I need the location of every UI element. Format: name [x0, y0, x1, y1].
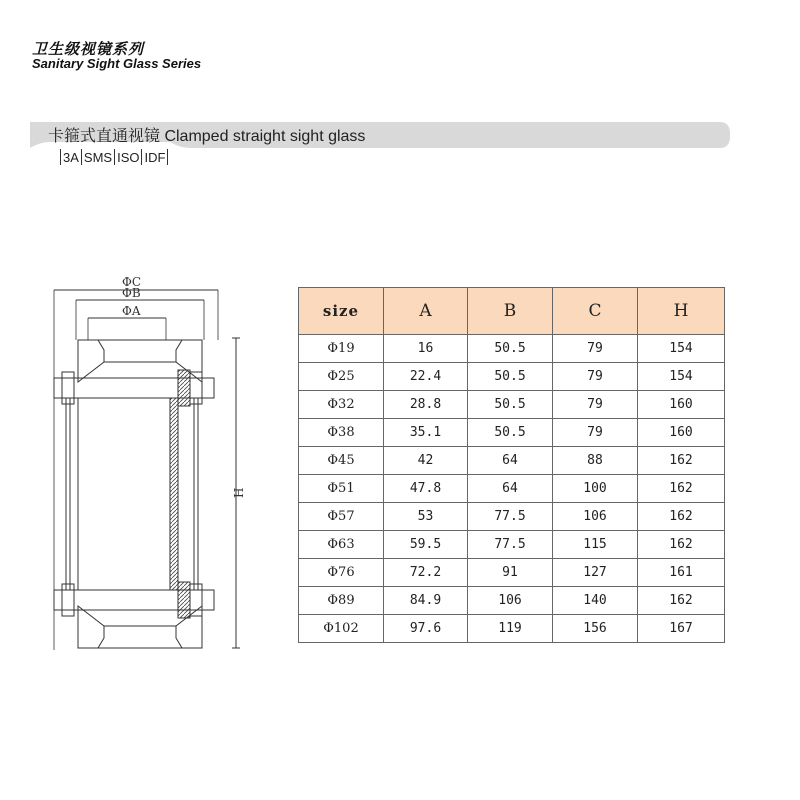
column-header: B [468, 288, 553, 335]
divider [141, 149, 142, 165]
value-cell: 162 [638, 531, 725, 559]
standard-tag: 3A [63, 149, 79, 165]
table-row [299, 363, 725, 391]
value-cell: 160 [638, 419, 725, 447]
value-cell: 161 [638, 559, 725, 587]
value-cell: 106 [468, 587, 553, 615]
column-header: C [553, 288, 638, 335]
table-row [299, 335, 725, 363]
table-row [299, 587, 725, 615]
standard-tag: IDF [144, 149, 166, 165]
column-header: A [384, 288, 468, 335]
standards-list [58, 147, 170, 167]
table-row [299, 559, 725, 587]
table-row [299, 503, 725, 531]
value-cell: 79 [553, 335, 638, 363]
dim-a-label: ΦA [122, 304, 141, 318]
dim-h-label: H [232, 487, 246, 498]
value-cell: 162 [638, 503, 725, 531]
column-header: size [299, 288, 384, 335]
table-row [299, 475, 725, 503]
table-row [299, 447, 725, 475]
dimension-table [298, 287, 725, 643]
size-cell: Φ51 [299, 475, 384, 503]
sight-glass-drawing [40, 270, 260, 670]
size-cell: Φ45 [299, 447, 384, 475]
value-cell: 88 [553, 447, 638, 475]
size-cell: Φ102 [299, 615, 384, 643]
value-cell: 140 [553, 587, 638, 615]
value-cell: 162 [638, 447, 725, 475]
standard-tag: ISO [117, 149, 140, 165]
value-cell: 100 [553, 475, 638, 503]
size-cell: Φ19 [299, 335, 384, 363]
value-cell: 127 [553, 559, 638, 587]
series-title-en: Sanitary Sight Glass Series [32, 56, 202, 71]
table-header-row [299, 288, 725, 335]
size-cell: Φ38 [299, 419, 384, 447]
section-title: 卡箍式直通视镜 Clamped straight sight glass [48, 128, 366, 145]
table-row [299, 615, 725, 643]
value-cell: 77.5 [468, 503, 553, 531]
dim-b-label: ΦB [122, 286, 141, 300]
size-cell: Φ76 [299, 559, 384, 587]
value-cell: 77.5 [468, 531, 553, 559]
value-cell: 64 [468, 475, 553, 503]
value-cell: 28.8 [384, 391, 468, 419]
value-cell: 50.5 [468, 363, 553, 391]
value-cell: 115 [553, 531, 638, 559]
value-cell: 50.5 [468, 391, 553, 419]
series-title-cn: 卫生级视镜系列 [32, 40, 145, 58]
value-cell: 154 [638, 363, 725, 391]
value-cell: 42 [384, 447, 468, 475]
divider [60, 149, 61, 165]
divider [114, 149, 115, 165]
value-cell: 72.2 [384, 559, 468, 587]
size-cell: Φ57 [299, 503, 384, 531]
standard-tag: SMS [83, 149, 113, 165]
dim-c-label: ΦC [122, 275, 142, 289]
value-cell: 162 [638, 475, 725, 503]
value-cell: 154 [638, 335, 725, 363]
value-cell: 35.1 [384, 419, 468, 447]
value-cell: 160 [638, 391, 725, 419]
value-cell: 59.5 [384, 531, 468, 559]
size-cell: Φ63 [299, 531, 384, 559]
value-cell: 16 [384, 335, 468, 363]
value-cell: 50.5 [468, 335, 553, 363]
value-cell: 162 [638, 587, 725, 615]
value-cell: 167 [638, 615, 725, 643]
value-cell: 119 [468, 615, 553, 643]
value-cell: 97.6 [384, 615, 468, 643]
value-cell: 91 [468, 559, 553, 587]
table-row [299, 391, 725, 419]
value-cell: 156 [553, 615, 638, 643]
table-row [299, 531, 725, 559]
value-cell: 79 [553, 391, 638, 419]
value-cell: 50.5 [468, 419, 553, 447]
size-cell: Φ32 [299, 391, 384, 419]
table-row [299, 419, 725, 447]
value-cell: 53 [384, 503, 468, 531]
value-cell: 106 [553, 503, 638, 531]
divider [167, 149, 168, 165]
value-cell: 22.4 [384, 363, 468, 391]
value-cell: 84.9 [384, 587, 468, 615]
size-cell: Φ25 [299, 363, 384, 391]
value-cell: 64 [468, 447, 553, 475]
value-cell: 79 [553, 419, 638, 447]
value-cell: 79 [553, 363, 638, 391]
size-cell: Φ89 [299, 587, 384, 615]
column-header: H [638, 288, 725, 335]
divider [81, 149, 82, 165]
value-cell: 47.8 [384, 475, 468, 503]
